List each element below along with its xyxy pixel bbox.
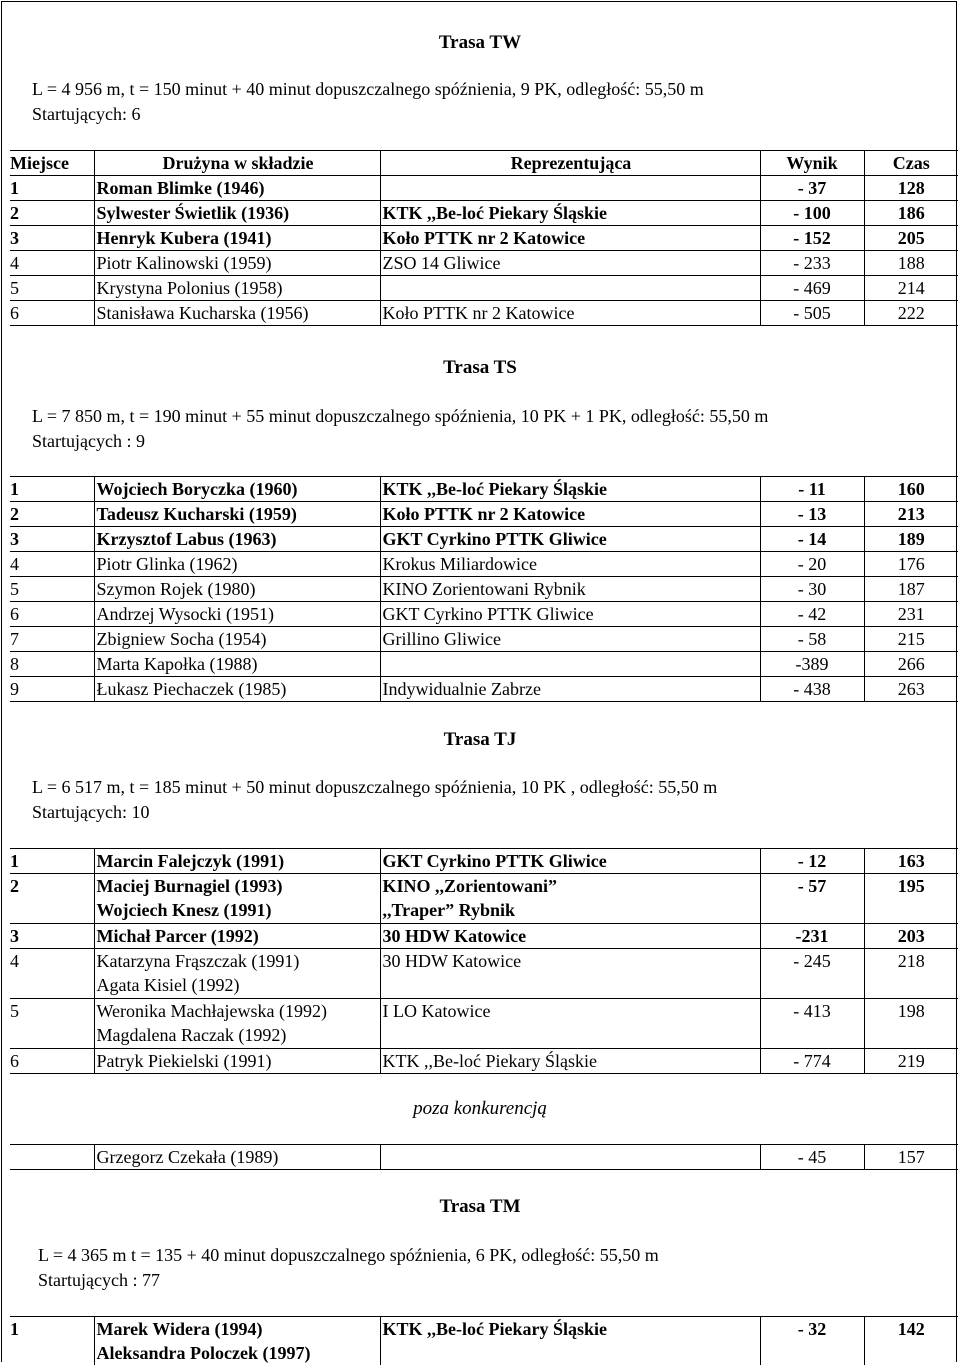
club: Krokus Miliardowice	[380, 552, 760, 577]
team-member-2: Aleksandra Poloczek (1997)	[97, 1341, 380, 1365]
header-team: Drużyna w składzie	[94, 151, 380, 176]
result: -231	[760, 924, 864, 949]
club: KINO ,,Zorientowani”	[383, 874, 760, 898]
place: 4	[10, 552, 94, 577]
table-row	[10, 301, 958, 326]
club: GKT Cyrkino PTTK Gliwice	[380, 527, 760, 552]
table-row	[10, 577, 958, 602]
ts-route-info: L = 7 850 m, t = 190 minut + 55 minut dopuszczalnego spóźnienia, 10 PK + 1 PK, odległość: 55,50 m	[32, 404, 768, 429]
team: Henryk Kubera (1941)	[94, 226, 380, 251]
time: 157	[864, 1145, 958, 1170]
place: 9	[10, 677, 94, 702]
time: 187	[864, 577, 958, 602]
results-page	[1, 1, 957, 1362]
table-row	[10, 226, 958, 251]
result: - 413	[760, 999, 864, 1049]
team-cell	[94, 999, 380, 1049]
section-title-tm: Trasa TM	[2, 1196, 958, 1218]
team: Marta Kapołka (1988)	[94, 652, 380, 677]
time: 266	[864, 652, 958, 677]
place: 1	[10, 1317, 94, 1365]
place: 7	[10, 627, 94, 652]
club-cell	[380, 874, 760, 924]
result: - 11	[760, 477, 864, 502]
club: GKT Cyrkino PTTK Gliwice	[380, 849, 760, 874]
club	[380, 1145, 760, 1170]
time: 215	[864, 627, 958, 652]
header-result: Wynik	[760, 151, 864, 176]
club: KTK ,,Be-loć Piekary Śląskie	[380, 201, 760, 226]
team-cell	[94, 1317, 380, 1365]
place: 2	[10, 201, 94, 226]
tm-results-table	[10, 1316, 958, 1365]
section-title-tj: Trasa TJ	[2, 729, 958, 751]
table-row	[10, 874, 958, 924]
tw-starters: Startujących: 6	[32, 102, 140, 127]
place: 6	[10, 301, 94, 326]
tj-route-info: L = 6 517 m, t = 185 minut + 50 minut dopuszczalnego spóźnienia, 10 PK , odległość: 55,50 m	[32, 775, 717, 800]
time: 176	[864, 552, 958, 577]
team: Szymon Rojek (1980)	[94, 577, 380, 602]
team: Sylwester Świetlik (1936)	[94, 201, 380, 226]
time: 205	[864, 226, 958, 251]
place: 6	[10, 602, 94, 627]
result: - 58	[760, 627, 864, 652]
table-row	[10, 477, 958, 502]
place: 1	[10, 477, 94, 502]
team: Andrzej Wysocki (1951)	[94, 602, 380, 627]
result: - 469	[760, 276, 864, 301]
header-place: Miejsce	[10, 151, 94, 176]
time: 188	[864, 251, 958, 276]
time: 222	[864, 301, 958, 326]
place: 2	[10, 874, 94, 924]
table-row	[10, 627, 958, 652]
result: - 57	[760, 874, 864, 924]
table-row	[10, 602, 958, 627]
team-cell	[94, 874, 380, 924]
result: -389	[760, 652, 864, 677]
place: 4	[10, 251, 94, 276]
team: Marek Widera (1994)	[97, 1317, 380, 1341]
tm-starters: Startujących : 77	[38, 1268, 160, 1293]
time: 219	[864, 1049, 958, 1074]
table-row	[10, 677, 958, 702]
table-row	[10, 276, 958, 301]
place: 5	[10, 999, 94, 1049]
club: 30 HDW Katowice	[380, 949, 760, 999]
result: - 100	[760, 201, 864, 226]
table-row	[10, 201, 958, 226]
club: Koło PTTK nr 2 Katowice	[380, 301, 760, 326]
place: 4	[10, 949, 94, 999]
result: - 233	[760, 251, 864, 276]
place	[10, 1145, 94, 1170]
ts-starters: Startujących : 9	[32, 429, 145, 454]
place: 3	[10, 924, 94, 949]
table-row	[10, 1049, 958, 1074]
header-time: Czas	[864, 151, 958, 176]
time: 160	[864, 477, 958, 502]
table-row	[10, 652, 958, 677]
team: Piotr Kalinowski (1959)	[94, 251, 380, 276]
result: - 45	[760, 1145, 864, 1170]
section-title-ts: Trasa TS	[2, 357, 958, 379]
club: ZSO 14 Gliwice	[380, 251, 760, 276]
team: Łukasz Piechaczek (1985)	[94, 677, 380, 702]
table-row	[10, 1317, 958, 1365]
table-row	[10, 849, 958, 874]
result: - 30	[760, 577, 864, 602]
team: Grzegorz Czekała (1989)	[94, 1145, 380, 1170]
place: 2	[10, 502, 94, 527]
result: - 12	[760, 849, 864, 874]
time: 198	[864, 999, 958, 1049]
time: 195	[864, 874, 958, 924]
result: - 438	[760, 677, 864, 702]
club: KTK ,,Be-loć Piekary Śląskie	[380, 477, 760, 502]
team: Roman Blimke (1946)	[94, 176, 380, 201]
team: Marcin Falejczyk (1991)	[94, 849, 380, 874]
club	[380, 276, 760, 301]
team: Katarzyna Frąszczak (1991)	[97, 949, 380, 973]
table-row	[10, 502, 958, 527]
time: 142	[864, 1317, 958, 1365]
result: - 245	[760, 949, 864, 999]
tm-route-info: L = 4 365 m t = 135 + 40 minut dopuszczalnego spóźnienia, 6 PK, odległość: 55,50 m	[38, 1243, 659, 1268]
outside-competition-table	[10, 1144, 958, 1170]
table-row	[10, 552, 958, 577]
team-member-2: Wojciech Knesz (1991)	[97, 898, 380, 922]
club: KINO Zorientowani Rybnik	[380, 577, 760, 602]
time: 128	[864, 176, 958, 201]
team: Wojciech Boryczka (1960)	[94, 477, 380, 502]
table-header-row	[10, 151, 958, 176]
team-member-2: Magdalena Raczak (1992)	[97, 1023, 380, 1047]
club: Koło PTTK nr 2 Katowice	[380, 226, 760, 251]
team: Michał Parcer (1992)	[94, 924, 380, 949]
team-member-2: Agata Kisiel (1992)	[97, 973, 380, 997]
place: 1	[10, 849, 94, 874]
table-row	[10, 999, 958, 1049]
club: GKT Cyrkino PTTK Gliwice	[380, 602, 760, 627]
time: 213	[864, 502, 958, 527]
result: - 32	[760, 1317, 864, 1365]
team: Tadeusz Kucharski (1959)	[94, 502, 380, 527]
team: Piotr Glinka (1962)	[94, 552, 380, 577]
club-line-2: ,,Traper” Rybnik	[383, 898, 760, 922]
club	[380, 652, 760, 677]
team: Maciej Burnagiel (1993)	[97, 874, 380, 898]
place: 1	[10, 176, 94, 201]
time: 214	[864, 276, 958, 301]
tj-results-table	[10, 848, 958, 1074]
place: 5	[10, 577, 94, 602]
time: 189	[864, 527, 958, 552]
tw-results-table	[10, 150, 958, 326]
ts-results-table	[10, 476, 958, 702]
table-row	[10, 949, 958, 999]
team: Krzysztof Labus (1963)	[94, 527, 380, 552]
result: - 20	[760, 552, 864, 577]
section-title-tw: Trasa TW	[2, 32, 958, 54]
club: I LO Katowice	[380, 999, 760, 1049]
outside-competition-label: poza konkurencją	[2, 1098, 958, 1120]
time: 263	[864, 677, 958, 702]
table-row	[10, 1145, 958, 1170]
club: Grillino Gliwice	[380, 627, 760, 652]
time: 186	[864, 201, 958, 226]
team: Stanisława Kucharska (1956)	[94, 301, 380, 326]
result: - 42	[760, 602, 864, 627]
result: - 14	[760, 527, 864, 552]
club: 30 HDW Katowice	[380, 924, 760, 949]
table-row	[10, 251, 958, 276]
place: 6	[10, 1049, 94, 1074]
team: Zbigniew Socha (1954)	[94, 627, 380, 652]
table-row	[10, 924, 958, 949]
tw-route-info: L = 4 956 m, t = 150 minut + 40 minut dopuszczalnego spóźnienia, 9 PK, odległość: 55,50 m	[32, 77, 704, 102]
place: 5	[10, 276, 94, 301]
tj-starters: Startujących: 10	[32, 800, 149, 825]
club	[380, 176, 760, 201]
club: KTK ,,Be-loć Piekary Śląskie	[380, 1049, 760, 1074]
result: - 13	[760, 502, 864, 527]
time: 163	[864, 849, 958, 874]
result: - 152	[760, 226, 864, 251]
place: 3	[10, 527, 94, 552]
time: 231	[864, 602, 958, 627]
time: 203	[864, 924, 958, 949]
place: 3	[10, 226, 94, 251]
team: Weronika Machłajewska (1992)	[97, 999, 380, 1023]
club: Indywidualnie Zabrze	[380, 677, 760, 702]
club: Koło PTTK nr 2 Katowice	[380, 502, 760, 527]
team: Krystyna Polonius (1958)	[94, 276, 380, 301]
team-cell	[94, 949, 380, 999]
table-row	[10, 176, 958, 201]
place: 8	[10, 652, 94, 677]
result: - 774	[760, 1049, 864, 1074]
result: - 505	[760, 301, 864, 326]
team: Patryk Piekielski (1991)	[94, 1049, 380, 1074]
header-club: Reprezentująca	[380, 151, 760, 176]
club: KTK ,,Be-loć Piekary Śląskie	[380, 1317, 760, 1365]
time: 218	[864, 949, 958, 999]
table-row	[10, 527, 958, 552]
result: - 37	[760, 176, 864, 201]
